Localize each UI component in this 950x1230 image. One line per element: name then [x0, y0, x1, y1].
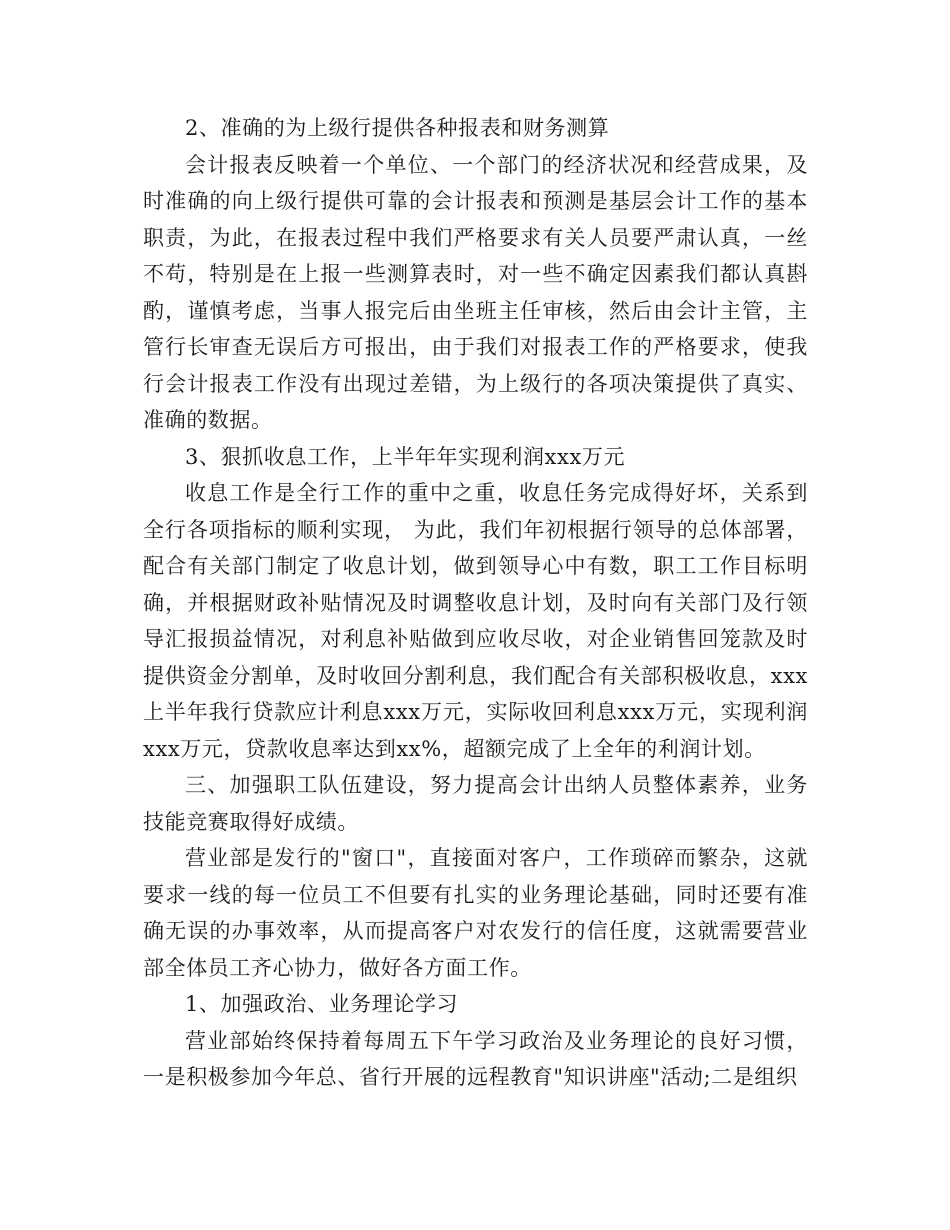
section-heading-interest: 3、狠抓收息工作，上半年年实现利润xxx万元 [185, 444, 626, 469]
document-page [143, 110, 808, 1096]
paragraph-study: 营业部始终保持着每周五下午学习政治及业务理论的良好习惯，一是积极参加今年总、省行开展的远程教育"知识讲座"活动;二是组织 [143, 1028, 808, 1089]
section-heading-study: 1、加强政治、业务理论学习 [185, 992, 459, 1016]
paragraph-team: 营业部是发行的"窗口"，直接面对客户，工作琐碎而繁杂，这就要求一线的每一位员工不但要有扎实的业务理论基础，同时还要有准确无误的办事效率，从而提高客户对农发行的信任度，这就需要营业部全体员工齐心协力，做好各方面工作。 [143, 846, 808, 980]
section-heading-reports: 2、准确的为上级行提供各种报表和财务测算 [185, 116, 610, 140]
section-heading-team: 三、加强职工队伍建设，努力提高会计出纳人员整体素养，业务技能竞赛取得好成绩。 [143, 773, 808, 834]
paragraph-interest: 收息工作是全行工作的重中之重，收息任务完成得好坏，关系到全行各项指标的顺利实现， 为此，我们年初根据行领导的总体部署，配合有关部门制定了收息计划，做到领导心中有数，职工工作目标明确，并根据财政补贴情况及时调整收息计划，及时向有关部门及行领导汇报损益情况，对利息补贴做到应收尽收，对企业销售回笼款及时提供资金分割单，及时收回分割利息，我们配合有关部积极收息，xxx上半年我行贷款应计利息xxx万元，实际收回利息xxx万元，实现利润xxx万元，贷款收息率达到xx%，超额完成了上全年的利润计划。 [143, 481, 808, 761]
paragraph-reports: 会计报表反映着一个单位、一个部门的经济状况和经营成果，及时准确的向上级行提供可靠的会计报表和预测是基层会计工作的基本职责，为此，在报表过程中我们严格要求有关人员要严肃认真，一丝不苟，特别是在上报一些测算表时，对一些不确定因素我们都认真斟酌，谨慎考虑，当事人报完后由坐班主任审核，然后由会计主管，主管行长审查无误后方可报出，由于我们对报表工作的严格要求，使我行会计报表工作没有出现过差错，为上级行的各项决策提供了真实、准确的数据。 [143, 152, 808, 432]
